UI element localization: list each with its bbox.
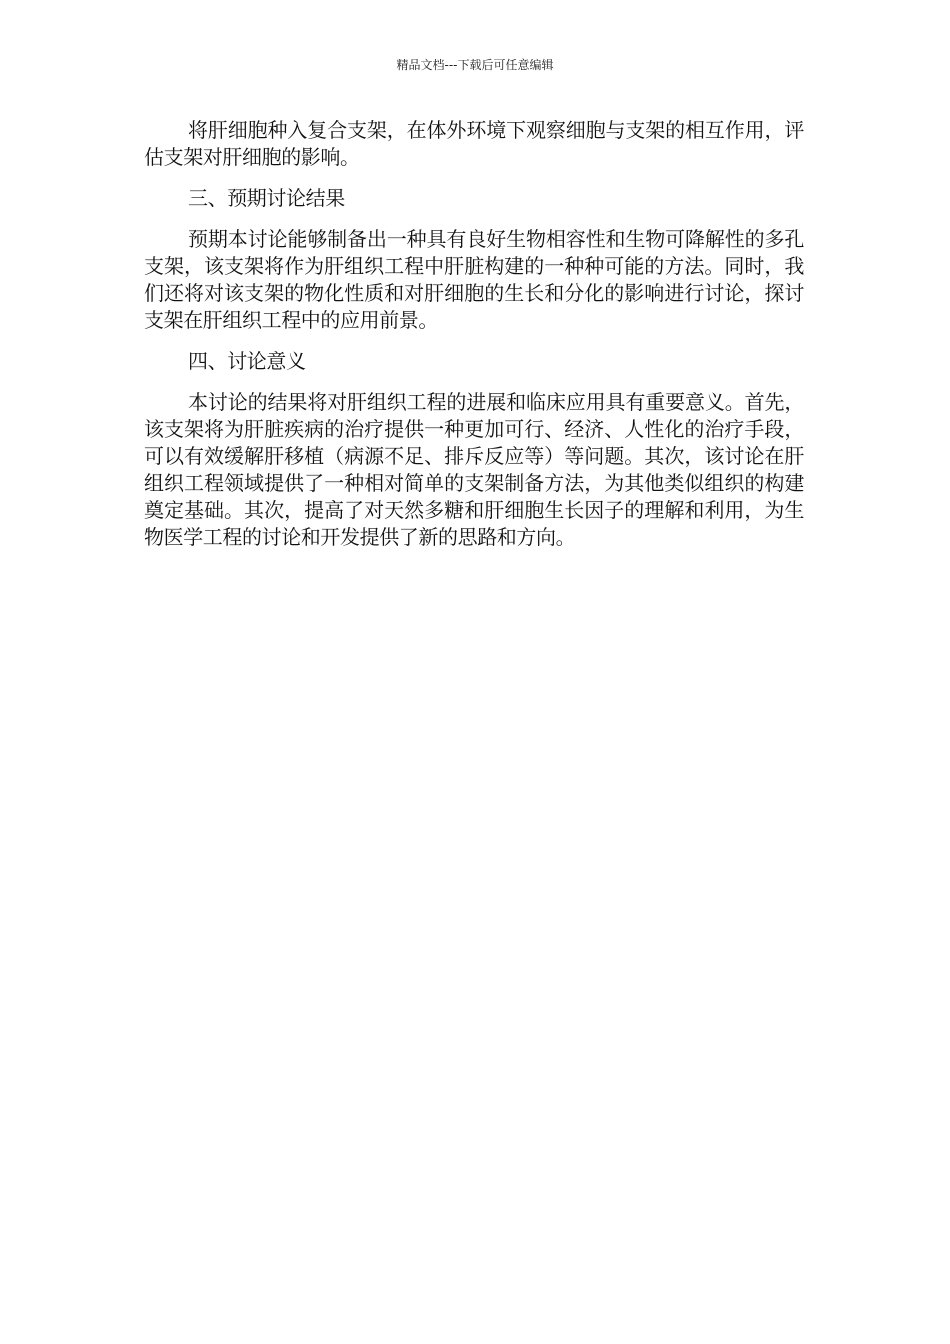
page-header: 精品文档---下载后可任意编辑: [396, 58, 554, 72]
paragraph-cell-seeding: 将肝细胞种入复合支架，在体外环境下观察细胞与支架的相互作用，评估支架对肝细胞的影响。: [144, 118, 804, 169]
paragraph-expected-results: 预期本讨论能够制备出一种具有良好生物相容性和生物可降解性的多孔支架，该支架将作为肝组织工程中肝脏构建的一种种可能的方法。同时，我们还将对该支架的物化性质和对肝细胞的生长和分化的影响进行讨论，探讨支架在肝组织工程中的应用前景。: [144, 227, 804, 332]
section-heading-significance: 四、讨论意义: [188, 349, 306, 373]
paragraph-significance: 本讨论的结果将对肝组织工程的进展和临床应用具有重要意义。首先，该支架将为肝脏疾病的治疗提供一种更加可行、经济、人性化的治疗手段，可以有效缓解肝移植（病源不足、排斥反应等）等问题。其次，该讨论在肝组织工程领域提供了一种相对简单的支架制备方法，为其他类似组织的构建奠定基础。其次，提高了对天然多糖和肝细胞生长因子的理解和利用，为生物医学工程的讨论和开发提供了新的思路和方向。: [144, 390, 804, 549]
section-heading-expected-results: 三、预期讨论结果: [188, 186, 345, 210]
document-body: [144, 117, 804, 565]
